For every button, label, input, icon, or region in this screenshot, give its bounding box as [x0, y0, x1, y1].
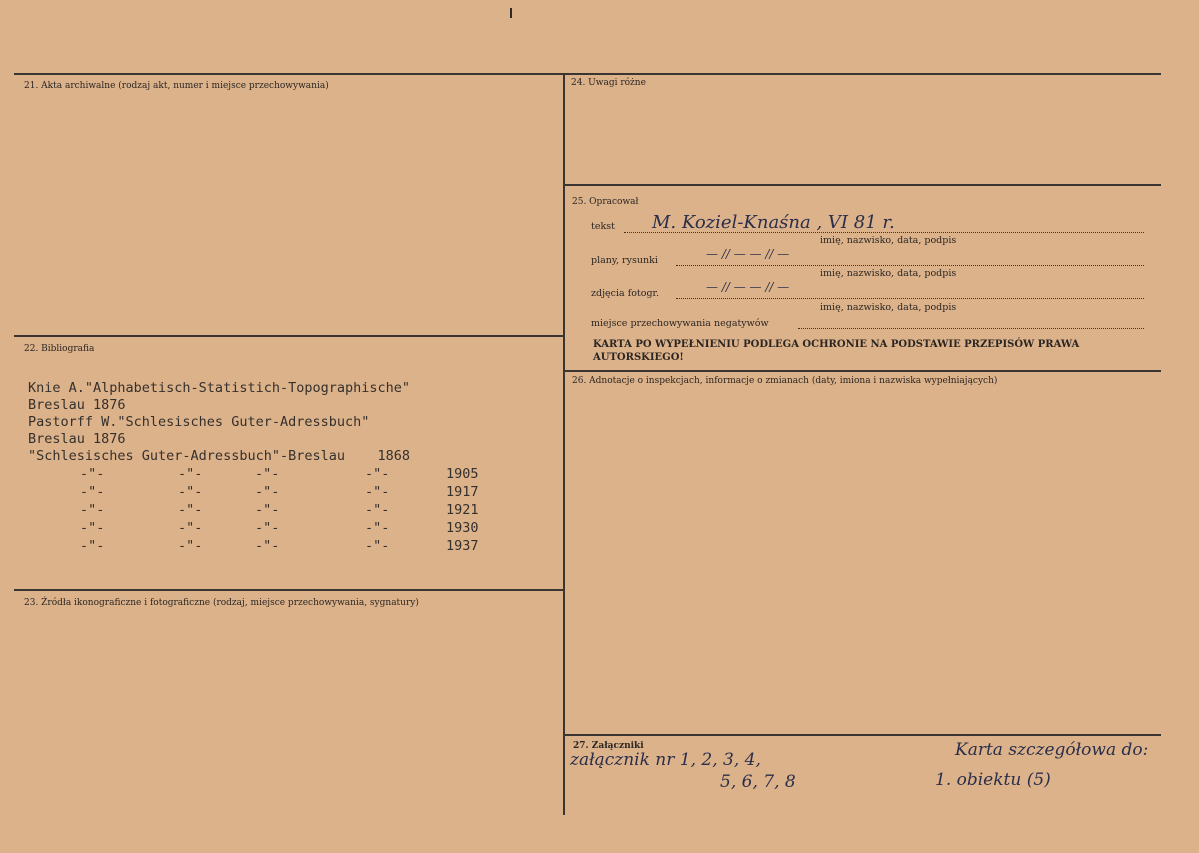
section-25-label: 25. Opracował: [572, 197, 639, 207]
ditto-mark: -"-: [365, 484, 390, 500]
ditto-mark: -"-: [80, 520, 105, 536]
ditto-mark: -"-: [80, 538, 105, 554]
plany-caption: imię, nazwisko, data, podpis: [820, 268, 957, 279]
attachment-note-1: załącznik nr 1, 2, 3, 4,: [570, 750, 761, 770]
zdjecia-line: [676, 298, 1144, 299]
plany-line: [676, 265, 1144, 266]
miejsce-label: miejsce przechowywania negatywów: [591, 318, 769, 329]
ditto-mark: -"-: [178, 484, 203, 500]
ditto-year: 1905: [446, 466, 479, 482]
plany-value: — // — — // —: [706, 247, 790, 261]
tekst-caption: imię, nazwisko, data, podpis: [820, 235, 957, 246]
ditto-mark: -"-: [365, 466, 390, 482]
rule-25-26: [565, 370, 1161, 372]
tekst-signature: M. Koziel-Knaśna , VI 81 r.: [652, 212, 895, 233]
section-27-label: 27. Załączniki: [573, 741, 644, 751]
bibliography-line-2: Breslau 1876: [28, 397, 126, 413]
top-rule: [14, 73, 1161, 75]
ditto-mark: -"-: [365, 538, 390, 554]
ditto-mark: -"-: [178, 520, 203, 536]
ditto-year: 1937: [446, 538, 479, 554]
bibliography-line-5: "Schlesisches Guter-Adressbuch"-Breslau 1868: [28, 448, 411, 464]
ditto-mark: -"-: [178, 502, 203, 518]
rule-22-23: [14, 589, 563, 591]
ditto-mark: -"-: [365, 502, 390, 518]
miejsce-line: [798, 328, 1144, 329]
zdjecia-label: zdjęcia fotogr.: [591, 288, 660, 299]
ditto-year: 1921: [446, 502, 479, 518]
zdjecia-caption: imię, nazwisko, data, podpis: [820, 302, 957, 313]
ditto-mark: -"-: [178, 466, 203, 482]
ditto-mark: -"-: [255, 484, 280, 500]
ditto-mark: -"-: [255, 466, 280, 482]
section-23-label: 23. Źródła ikonograficzne i fotograficzne (rodzaj, miejsce przechowywania, sygnatury): [24, 598, 419, 608]
copyright-notice: KARTA PO WYPEŁNIENIU PODLEGA OCHRONIE NA PODSTAWIE PRZEPISÓW PRAWA AUTORSKIEGO!: [593, 339, 1080, 363]
rule-24-25: [565, 184, 1161, 186]
bibliography-line-4: Breslau 1876: [28, 431, 126, 447]
bibliography-line-3: Pastorff W."Schlesisches Guter-Adressbuch": [28, 414, 370, 430]
ditto-mark: -"-: [80, 484, 105, 500]
ditto-mark: -"-: [80, 466, 105, 482]
section-21-label: 21. Akta archiwalne (rodzaj akt, numer i miejsce przechowywania): [24, 81, 329, 91]
ditto-mark: -"-: [255, 538, 280, 554]
ditto-year: 1930: [446, 520, 479, 536]
ditto-mark: -"-: [80, 502, 105, 518]
detail-card-note-1: Karta szczegółowa do:: [955, 740, 1149, 760]
ditto-mark: -"-: [178, 538, 203, 554]
ditto-year: 1917: [446, 484, 479, 500]
ditto-mark: -"-: [365, 520, 390, 536]
attachment-note-2: 5, 6, 7, 8: [720, 772, 796, 792]
punch-mark: [510, 8, 512, 18]
bibliography-line-1: Knie A."Alphabetisch-Statistich-Topographische": [28, 380, 411, 396]
section-22-label: 22. Bibliografia: [24, 344, 95, 354]
section-26-label: 26. Adnotacje o inspekcjach, informacje o zmianach (daty, imiona i nazwiska wypełniających): [572, 376, 998, 386]
plany-label: plany, rysunki: [591, 255, 658, 266]
ditto-mark: -"-: [255, 520, 280, 536]
section-24-label: 24. Uwagi różne: [571, 78, 646, 88]
rule-26-27: [565, 734, 1161, 736]
detail-card-note-2: 1. obiektu (5): [935, 770, 1051, 790]
zdjecia-value: — // — — // —: [706, 280, 790, 294]
tekst-label: tekst: [591, 221, 615, 232]
ditto-mark: -"-: [255, 502, 280, 518]
rule-21-22: [14, 335, 563, 337]
